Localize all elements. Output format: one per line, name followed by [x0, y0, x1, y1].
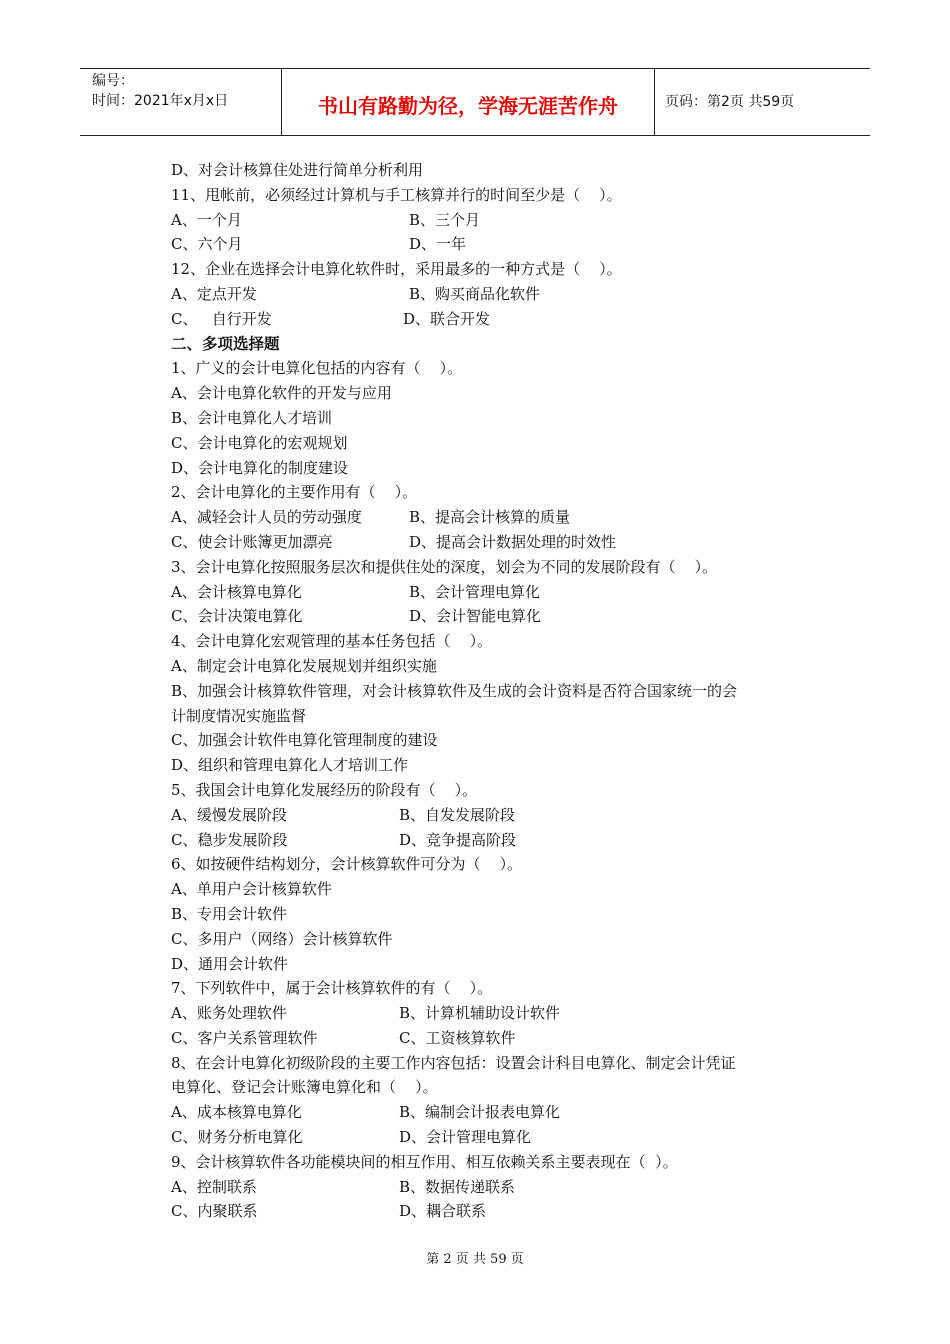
- option-text: A、缓慢发展阶段: [171, 805, 287, 824]
- text-line: 9、会计核算软件各功能模块间的相互作用、相互依赖关系主要表现在（ ）。: [171, 1152, 678, 1171]
- text-line: D、组织和管理电算化人才培训工作: [171, 756, 409, 775]
- option-row: [171, 604, 831, 629]
- option-text: B、三个月: [409, 210, 481, 229]
- option-text: C、六个月: [171, 235, 243, 254]
- text-line: 3、会计电算化按照服务层次和提供住处的深度，划会为不同的发展阶段有（ ）。: [171, 557, 718, 576]
- text-line: 11、甩帐前，必须经过计算机与手工核算并行的时间至少是（ ）。: [171, 185, 622, 204]
- text-line: B、加强会计核算软件管理，对会计核算软件及生成的会计资料是否符合国家统一的会: [171, 681, 738, 700]
- option-text: C、财务分析电算化: [171, 1128, 303, 1147]
- option-text: A、定点开发: [171, 284, 257, 303]
- option-text: D、会计智能电算化: [409, 607, 542, 626]
- option-row: [171, 580, 831, 605]
- option-text: B、计算机辅助设计软件: [399, 1004, 561, 1023]
- option-text: D、会计管理电算化: [399, 1128, 532, 1147]
- option-text: B、会计管理电算化: [409, 582, 541, 601]
- option-row: [171, 282, 831, 307]
- text-line: 7、下列软件中，属于会计核算软件的有（ ）。: [171, 979, 493, 998]
- text-line: D、对会计核算住处进行简单分析利用: [171, 161, 424, 179]
- option-row: [171, 1125, 831, 1150]
- text-line: B、专用会计软件: [171, 904, 288, 923]
- text-line: 12、企业在选择会计电算化软件时，采用最多的一种方式是（ ）。: [171, 260, 622, 279]
- option-text: D、竞争提高阶段: [399, 830, 517, 849]
- text-line: D、会计电算化的制度建设: [171, 458, 349, 477]
- page-indicator: 页码：第2页 共59页: [665, 94, 795, 110]
- text-line: 计制度情况实施监督: [171, 706, 307, 725]
- option-text: A、减轻会计人员的劳动强度: [171, 508, 362, 527]
- text-line: C、多用户（网络）会计核算软件: [171, 929, 393, 948]
- date-label: 时间：2021年x月x日: [92, 93, 229, 109]
- text-line: 8、在会计电算化初级阶段的主要工作内容包括：设置会计科目电算化、制定会计凭证: [171, 1053, 736, 1072]
- option-text: C、工资核算软件: [399, 1028, 516, 1047]
- option-row: [171, 530, 831, 555]
- option-row: [171, 1100, 831, 1125]
- text-line: A、制定会计电算化发展规划并组织实施: [171, 656, 437, 675]
- text-line: A、会计电算化软件的开发与应用: [171, 384, 392, 403]
- option-row: [171, 803, 831, 828]
- option-row: [171, 828, 831, 853]
- option-text: C、客户关系管理软件: [171, 1028, 318, 1047]
- option-text: A、会计核算电算化: [171, 582, 302, 601]
- option-text: A、一个月: [171, 210, 242, 229]
- text-line: D、通用会计软件: [171, 954, 289, 973]
- text-line: 4、会计电算化宏观管理的基本任务包括（ ）。: [171, 632, 493, 651]
- text-line: 5、我国会计电算化发展经历的阶段有（ ）。: [171, 780, 478, 799]
- option-text: D、提高会计数据处理的时效性: [409, 532, 617, 551]
- option-text: A、成本核算电算化: [171, 1103, 302, 1122]
- option-text: B、编制会计报表电算化: [399, 1103, 561, 1122]
- option-text: C、稳步发展阶段: [171, 830, 288, 849]
- option-row: [171, 1199, 831, 1224]
- page-header: [80, 68, 870, 136]
- section-heading: 二、多项选择题: [171, 334, 280, 353]
- option-text: A、账务处理软件: [171, 1004, 287, 1023]
- option-text: C、内聚联系: [171, 1202, 258, 1221]
- option-text: C、 自行开发: [171, 309, 272, 328]
- text-line: 电算化、登记会计账簿电算化和（ ）。: [171, 1078, 438, 1097]
- page-footer: 第 2 页 共 59 页: [426, 1252, 524, 1267]
- number-label: 编号：: [92, 73, 134, 89]
- option-text: C、使会计账簿更加漂亮: [171, 532, 333, 551]
- option-text: B、提高会计核算的质量: [409, 508, 571, 527]
- option-text: B、数据传递联系: [399, 1177, 516, 1196]
- text-line: B、会计电算化人才培训: [171, 408, 333, 427]
- option-row: [171, 307, 831, 332]
- option-text: D、联合开发: [403, 309, 491, 328]
- text-line: 1、广义的会计电算化包括的内容有（ ）。: [171, 359, 463, 378]
- option-row: [171, 1001, 831, 1026]
- text-line: 6、如按硬件结构划分，会计核算软件可分为（ ）。: [171, 855, 523, 874]
- option-row: [171, 1026, 831, 1051]
- option-row: [171, 232, 831, 257]
- option-text: D、一年: [409, 235, 467, 254]
- text-line: A、单用户会计核算软件: [171, 880, 332, 899]
- text-line: C、会计电算化的宏观规划: [171, 433, 348, 452]
- option-text: D、耦合联系: [399, 1202, 487, 1221]
- question-content: [171, 158, 831, 1224]
- option-text: B、自发发展阶段: [399, 805, 516, 824]
- option-row: [171, 208, 831, 233]
- header-meta-cell: [80, 69, 282, 135]
- option-row: [171, 505, 831, 530]
- text-line: C、加强会计软件电算化管理制度的建设: [171, 731, 438, 750]
- option-text: C、会计决策电算化: [171, 607, 303, 626]
- motto: 书山有路勤为径，学海无涯苦作舟: [282, 69, 655, 135]
- option-text: B、购买商品化软件: [409, 284, 541, 303]
- option-text: A、控制联系: [171, 1177, 257, 1196]
- text-line: 2、会计电算化的主要作用有（ ）。: [171, 483, 418, 502]
- option-row: [171, 1175, 831, 1200]
